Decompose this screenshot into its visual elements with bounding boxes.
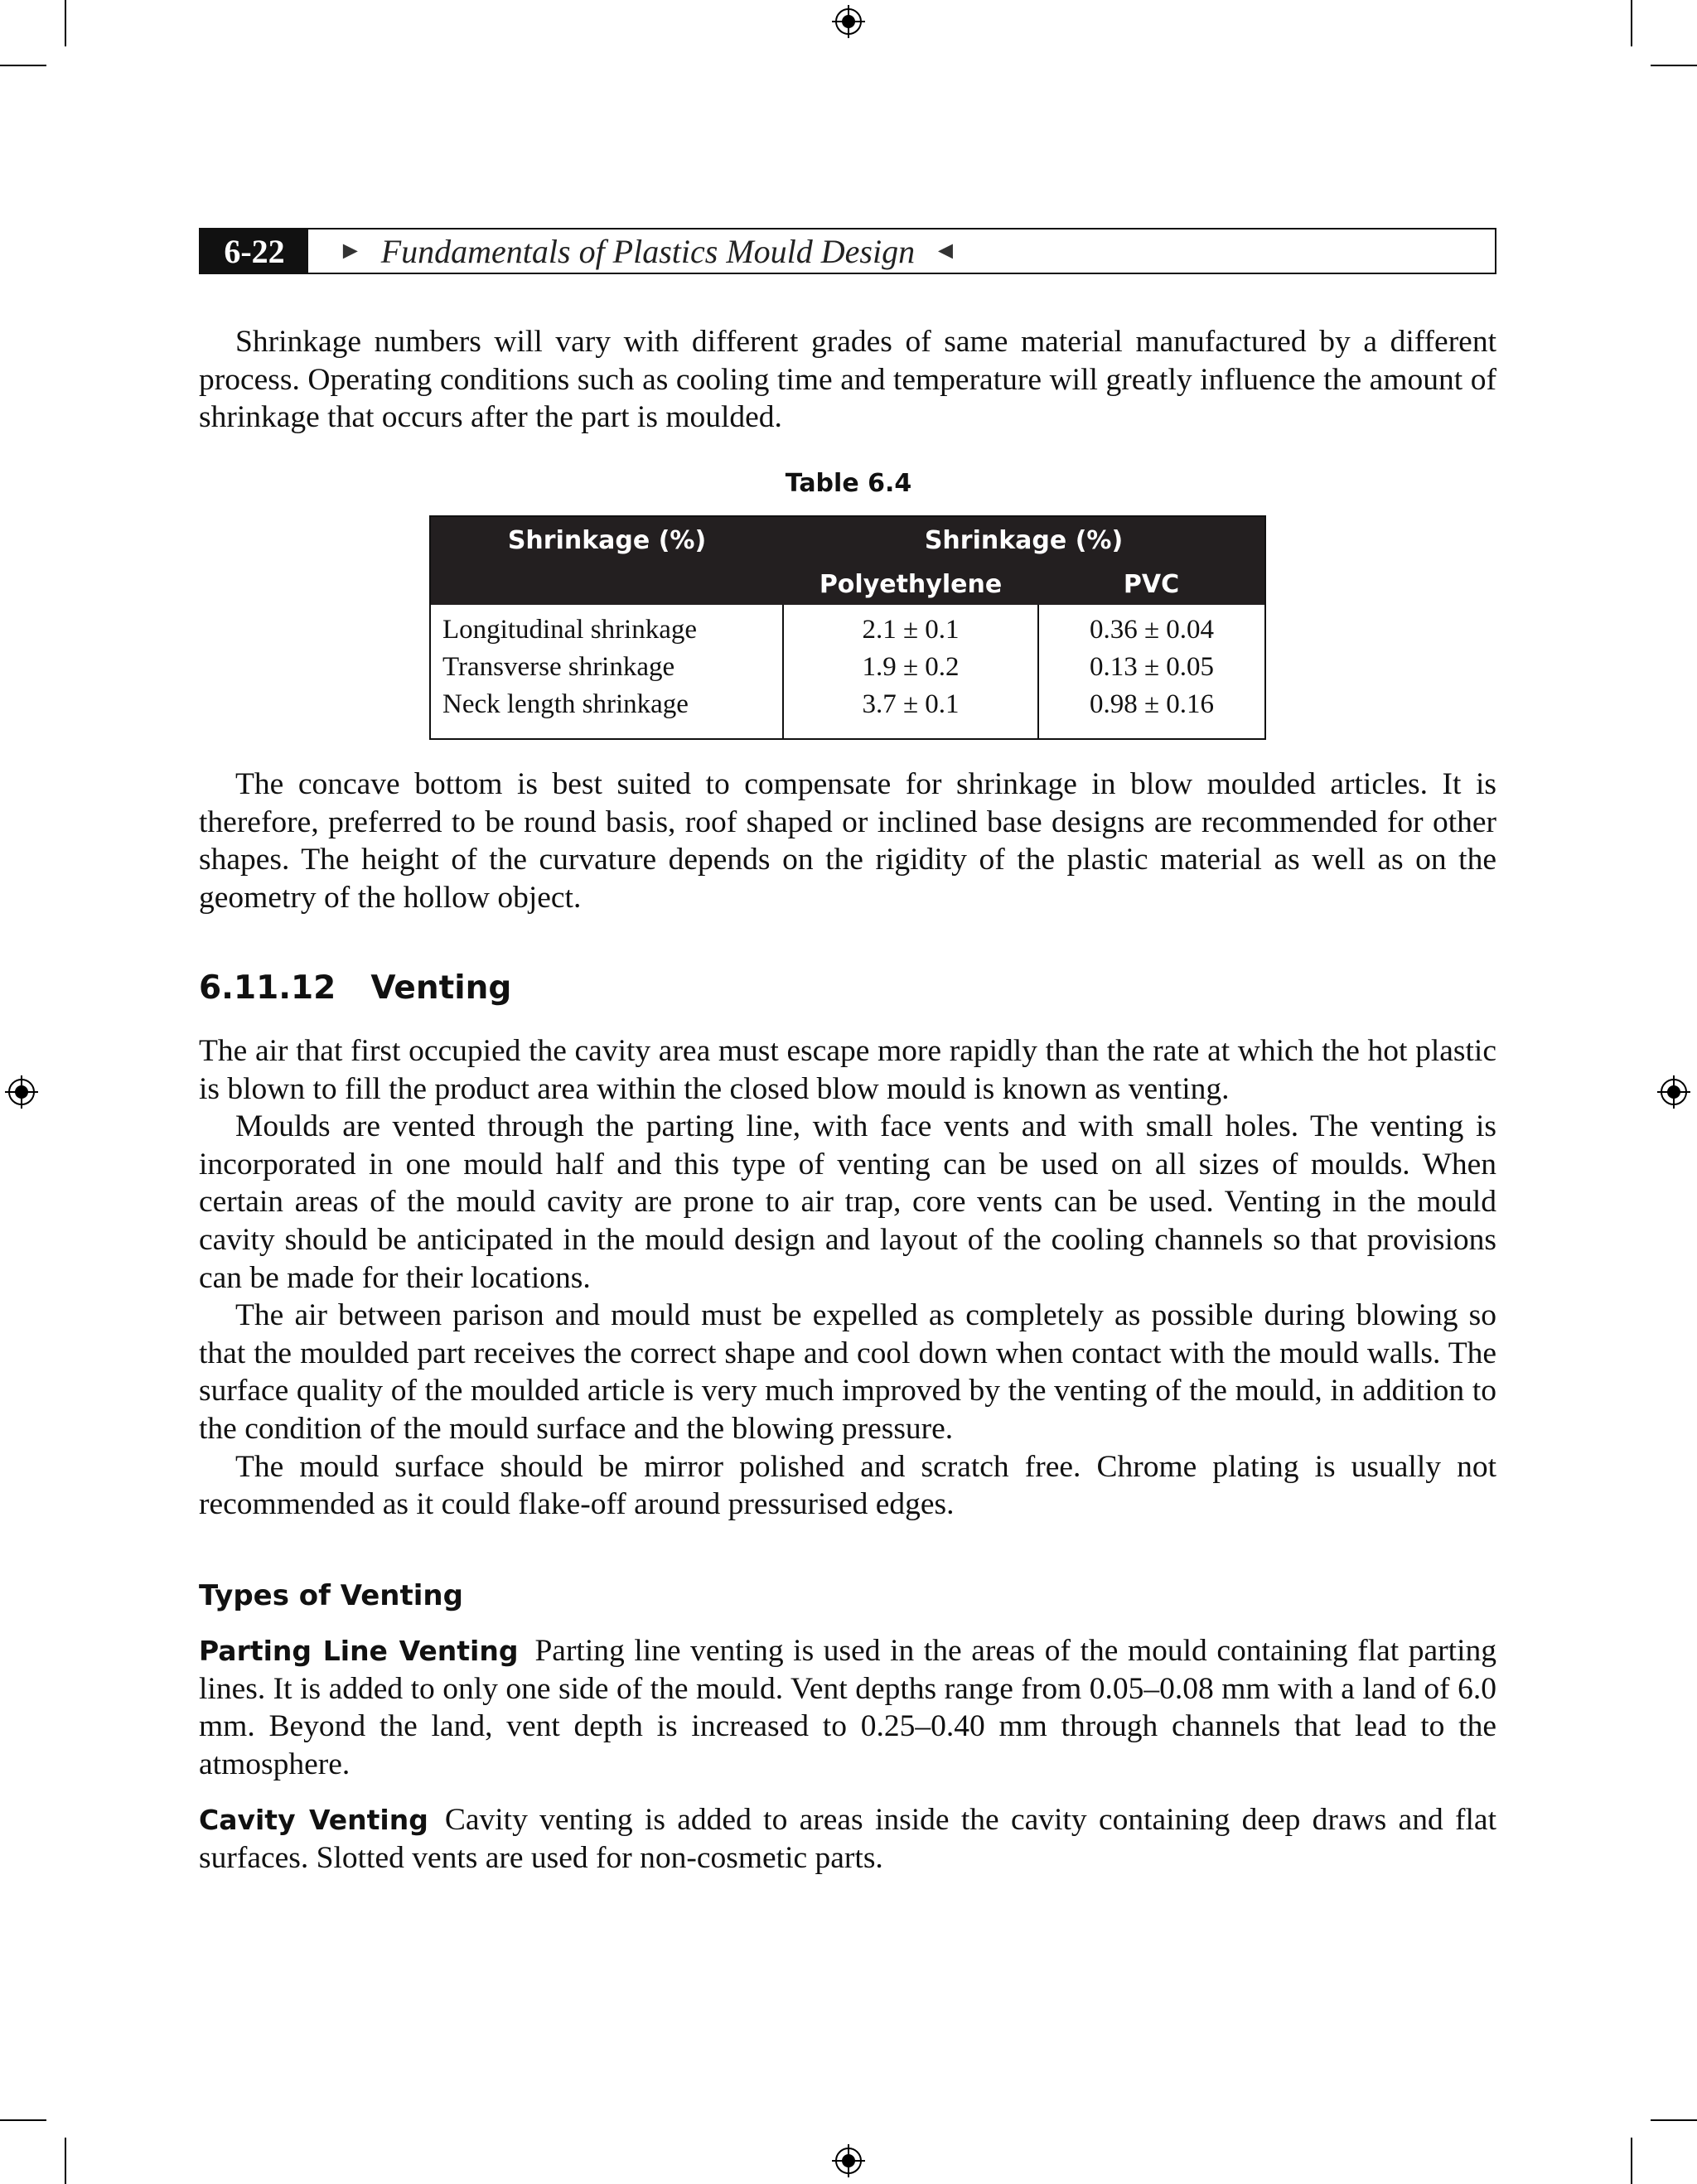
table-row bbox=[430, 649, 1265, 686]
table-header-row bbox=[430, 516, 1265, 563]
header-polyethylene: Polyethylene bbox=[783, 563, 1038, 605]
pvc-value: 0.36 ± 0.04 bbox=[1038, 605, 1265, 649]
crop-mark bbox=[1631, 0, 1632, 46]
venting-paragraph: The air between parison and mould must be expelled as completely as possible during blowing so that the moulded part receives the correct shape and cool down when contact with the mould walls. The surface quality of the moulded article is very much improved by the venting of the mould, in addition to the condition of the mould surface and the blowing pressure. bbox=[199, 1298, 1496, 1446]
book-title-group bbox=[338, 232, 958, 271]
cavity-paragraph bbox=[199, 1801, 1496, 1877]
crop-mark bbox=[1651, 2119, 1697, 2121]
table-row bbox=[430, 686, 1265, 739]
venting-paragraph: The mould surface should be mirror polished and scratch free. Chrome plating is usually not recommended as it could flake-off around pressurised edges. bbox=[199, 1449, 1496, 1522]
pvc-value: 0.98 ± 0.16 bbox=[1038, 686, 1265, 739]
cavity-text: Cavity venting is added to areas inside the cavity containing deep draws and flat surfaces. Slotted vents are used for non-cosmetic parts. bbox=[199, 1803, 1496, 1875]
table-subheader-row bbox=[430, 563, 1265, 605]
row-label: Transverse shrinkage bbox=[442, 652, 675, 682]
crop-mark bbox=[0, 2119, 46, 2121]
parting-line-paragraph bbox=[199, 1632, 1496, 1783]
intro-paragraph: Shrinkage numbers will vary with different grades of same material manufactured by a different process. Operating conditions such as cooling time and temperature will greatly influence the amount of shrinkage that occurs after the part is moulded. bbox=[199, 325, 1496, 435]
crop-mark bbox=[65, 0, 66, 46]
right-triangle-icon: ► bbox=[338, 237, 363, 264]
types-heading: Types of Venting bbox=[199, 1579, 463, 1612]
polyethylene-value: 1.9 ± 0.2 bbox=[783, 649, 1038, 686]
crop-mark bbox=[0, 65, 46, 66]
shrinkage-table bbox=[429, 515, 1266, 740]
registration-mark-icon bbox=[832, 5, 865, 38]
running-header bbox=[199, 228, 1496, 274]
row-label: Longitudinal shrinkage bbox=[442, 615, 698, 645]
crop-mark bbox=[65, 2138, 66, 2184]
header-shrinkage: Shrinkage (%) bbox=[430, 516, 783, 563]
section-heading bbox=[199, 969, 511, 1007]
registration-mark-icon bbox=[1657, 1075, 1690, 1109]
polyethylene-value: 2.1 ± 0.1 bbox=[783, 605, 1038, 649]
page-number: 6-22 bbox=[201, 230, 308, 273]
cavity-label: Cavity Venting bbox=[199, 1804, 428, 1836]
table-caption: Table 6.4 bbox=[785, 469, 912, 498]
intro-section bbox=[199, 323, 1496, 437]
header-shrinkage-group: Shrinkage (%) bbox=[783, 516, 1265, 563]
book-title: Fundamentals of Plastics Mould Design bbox=[380, 232, 916, 270]
section-title: Venting bbox=[370, 969, 512, 1007]
table-row bbox=[430, 605, 1265, 649]
concave-section bbox=[199, 766, 1496, 916]
cavity-section bbox=[199, 1801, 1496, 1877]
registration-mark-icon bbox=[5, 1075, 38, 1109]
venting-paragraph: Moulds are vented through the parting line, with face vents and with small holes. The venting is incorporated in one mould half and this type of venting can be used on all sizes of moulds. When certain areas of the mould cavity are prone to air trap, core vents can be used. Venting in the mould cavity should be anticipated in the mould design and layout of the cooling channels so that provisions can be made for their locations. bbox=[199, 1109, 1496, 1295]
concave-paragraph: The concave bottom is best suited to compensate for shrinkage in blow moulded articles. It is therefore, preferred to be round basis, roof shaped or inclined base designs are recommended for other shapes. The height of the curvature depends on the rigidity of the plastic material as well as on the geometry of the hollow object. bbox=[199, 767, 1496, 915]
registration-mark-icon bbox=[832, 2144, 865, 2177]
parting-line-label: Parting Line Venting bbox=[199, 1635, 519, 1667]
pvc-value: 0.13 ± 0.05 bbox=[1038, 649, 1265, 686]
parting-line-section bbox=[199, 1632, 1496, 1783]
left-triangle-icon: ◄ bbox=[933, 237, 958, 264]
parting-line-text: Parting line venting is used in the areas of the mould containing flat parting lines. It is added to only one side of the mould. Vent depths range from 0.05–0.08 mm with a land of 6.0 mm. Beyond the land, vent depth is increased to 0.25–0.40 mm through channels that lead to the atmosphere. bbox=[199, 1634, 1497, 1781]
header-pvc: PVC bbox=[1038, 563, 1265, 605]
venting-paragraph: The air that first occupied the cavity area must escape more rapidly than the rate at which the hot plastic is blown to fill the product area within the closed blow mould is known as venting. bbox=[199, 1034, 1496, 1106]
polyethylene-value: 3.7 ± 0.1 bbox=[783, 686, 1038, 739]
section-number: 6.11.12 bbox=[199, 969, 336, 1007]
crop-mark bbox=[1651, 65, 1697, 66]
crop-mark bbox=[1631, 2138, 1632, 2184]
header-empty bbox=[430, 563, 783, 605]
venting-section bbox=[199, 1032, 1496, 1524]
row-label: Neck length shrinkage bbox=[442, 689, 689, 719]
